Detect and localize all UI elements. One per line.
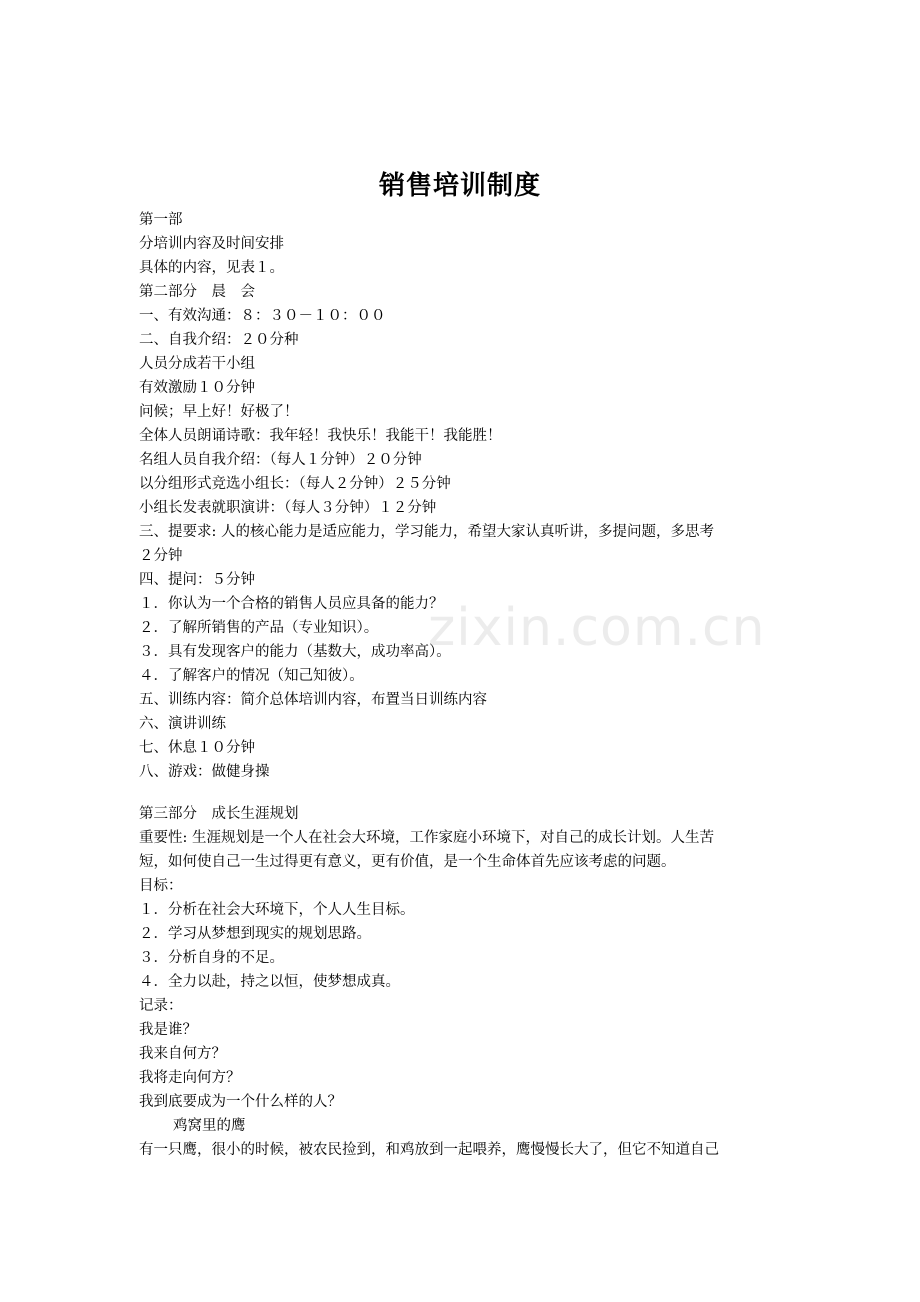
body-line: 一、有效沟通：８：３０－１０：００ [139,308,386,324]
body-line: 分培训内容及时间安排 [139,236,284,252]
body-line: 名组人员自我介绍：（每人１分钟）２０分钟 [139,452,422,468]
body-line: 重要性: 生涯规划是一个人在社会大环境，工作家庭小环境下，对自己的成长计划。人生苦 [139,830,714,846]
document-title: 销售培训制度 [378,171,541,201]
body-line: 有一只鹰，很小的时候，被农民捡到，和鸡放到一起喂养，鹰慢慢长大了，但它不知道自己 [139,1142,719,1158]
body-line: 有效激励１０分钟 [139,380,255,396]
list-item: ３．具有发现客户的能力（基数大，成功率高）。 [139,644,451,660]
body-line: 问候；早上好！好极了！ [139,404,299,420]
body-line: 小组长发表就职演讲：（每人３分钟）１２分钟 [139,500,437,516]
section-heading: 第二部分 晨 会 [139,284,255,300]
list-item: ２．了解所销售的产品（专业知识）。 [139,620,379,636]
body-line: 我来自何方？ [139,1046,226,1062]
body-line: 八、游戏：做健身操 [139,764,270,780]
body-line: 全体人员朗诵诗歌：我年轻！我快乐！我能干！我能胜！ [139,428,502,444]
body-line: 七、休息１０分钟 [139,740,255,756]
story-title: 鸡窝里的鹰 [173,1118,246,1134]
list-item: ４．全力以赴，持之以恒，使梦想成真。 [139,974,400,990]
list-item: １．你认为一个合格的销售人员应具备的能力？ [139,596,444,612]
list-item: ４．了解客户的情况（知己知彼）。 [139,668,364,684]
body-line: 三、提要求: 人的核心能力是适应能力，学习能力，希望大家认真听讲，多提问题，多思考 [139,524,714,540]
section-heading: 第三部分 成长生涯规划 [139,806,299,822]
body-line: 目标： [139,878,183,894]
body-line: 我将走向何方？ [139,1070,241,1086]
body-line: 我到底要成为一个什么样的人？ [139,1094,342,1110]
body-line: ２分钟 [139,548,183,564]
body-line: 记录： [139,998,183,1014]
body-line: 短，如何使自己一生过得更有意义，更有价值，是一个生命体首先应该考虑的问题。 [139,854,676,870]
body-line: 以分组形式竞选小组长：（每人２分钟）２５分钟 [139,476,451,492]
body-line: 第一部 [139,212,183,228]
list-item: ２．学习从梦想到现实的规划思路。 [139,926,371,942]
body-line: 具体的内容，见表１。 [139,260,284,276]
body-line: 我是谁？ [139,1022,197,1038]
list-item: １．分析在社会大环境下，个人人生目标。 [139,902,415,918]
document-body [139,208,784,1162]
body-line: 六、演讲训练 [139,716,226,732]
list-item: ３．分析自身的不足。 [139,950,284,966]
body-line: 五、训练内容：简介总体培训内容，布置当日训练内容 [139,692,487,708]
body-line: 四、提问：５分钟 [139,572,255,588]
body-line: 人员分成若干小组 [139,356,255,372]
watermark: zixin.com.cn [428,598,766,658]
body-line: 二、自我介绍：２０分种 [139,332,299,348]
paragraph-gap [139,784,784,802]
